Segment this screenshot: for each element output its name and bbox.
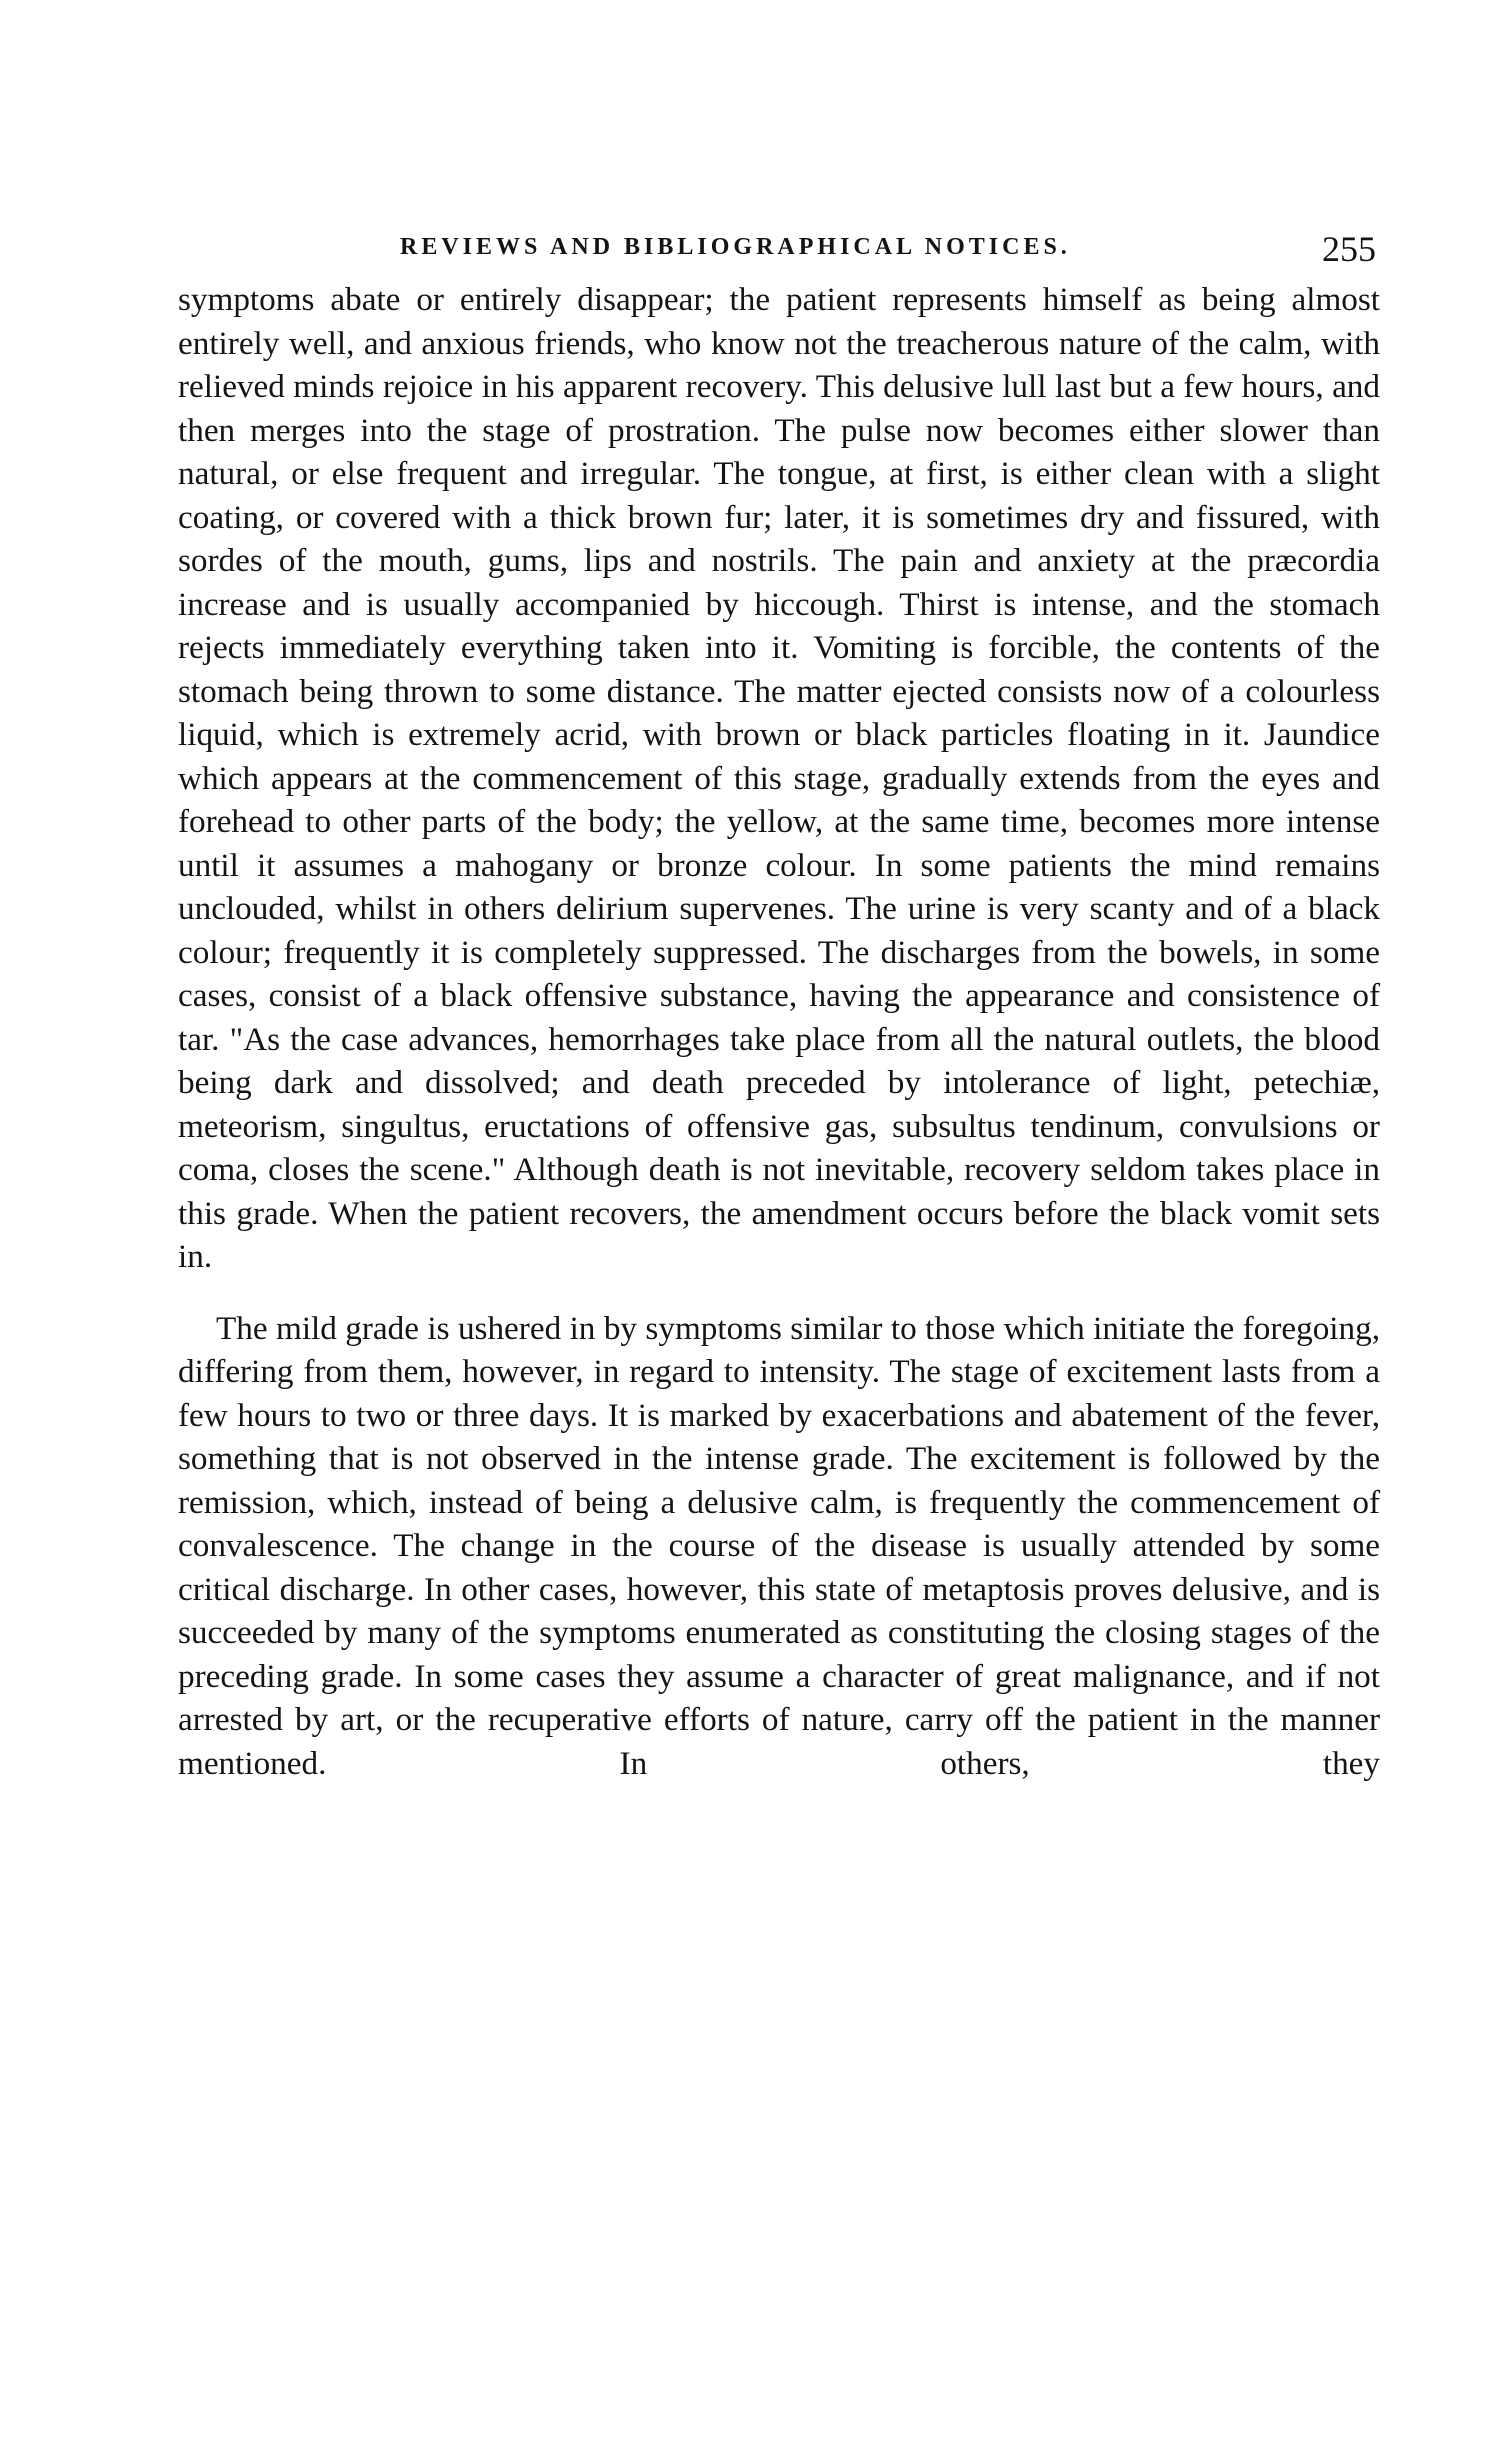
paragraph-intense-grade-continued: symptoms abate or entirely disappear; the patient represents himself as being almost entirely well, and anxious friends, who know not the treacherous nature of the calm, with relieved minds rejoice in his apparent recovery. This delusive lull last but a few hours, and then merges into the stage of prostration. The pulse now becomes either slower than natural, or else frequent and irregular. The tongue, at first, is either clean with a slight coating, or covered with a thick brown fur; later, it is sometimes dry and fissured, with sordes of the mouth, gums, lips and nostrils. The pain and anxiety at the præcordia increase and is usually accompanied by hiccough. Thirst is intense, and the stomach rejects immediately everything taken into it. Vomiting is forcible, the contents of the stomach being thrown to some distance. The matter ejected consists now of a colourless liquid, which is extremely acrid, with brown or black particles floating in it. Jaundice which appears at the commencement of this stage, gradually extends from the eyes and forehead to other parts of the body; the yellow, at the same time, becomes more intense until it assumes a mahogany or bronze colour. In some patients the mind remains unclouded, whilst in others delirium supervenes. The urine is very scanty and of a black colour; frequently it is completely suppressed. The discharges from the bowels, in some cases, consist of a black offensive substance, having the appearance and consistence of tar. "As the case advances, hemorrhages take place from all the natural outlets, the blood being dark and dissolved; and death preceded by intolerance of light, petechiæ, meteorism, singultus, eructations of offensive gas, subsultus tendinum, convulsions or coma, closes the scene." Although death is not inevitable, recovery seldom takes place in this grade. When the patient recovers, the amendment occurs before the black vomit sets in.	[178, 281, 1380, 1275]
running-head	[180, 228, 1380, 268]
paragraph-mild-grade: The mild grade is ushered in by symptoms similar to those which initiate the foregoing, differing from them, however, in regard to intensity. The stage of excitement lasts from a few hours to two or three days. It is marked by exacerbations and abatement of the fever, something that is not observed in the intense grade. The excitement is followed by the remission, which, instead of being a delusive calm, is frequently the commencement of convalescence. The change in the course of the disease is usually attended by some critical discharge. In other cases, however, this state of metaptosis proves delusive, and is succeeded by many of the symptoms enumerated as constituting the closing stages of the preceding grade. In some cases they assume a character of great malignance, and if not arrested by art, or the recuperative efforts of nature, carry off the patient in the manner mentioned. In others, they	[178, 1309, 1380, 1782]
page-number: 255	[1322, 229, 1376, 269]
body-text	[178, 278, 1380, 1785]
running-head-title: REVIEWS AND BIBLIOGRAPHICAL NOTICES.	[400, 234, 1071, 260]
